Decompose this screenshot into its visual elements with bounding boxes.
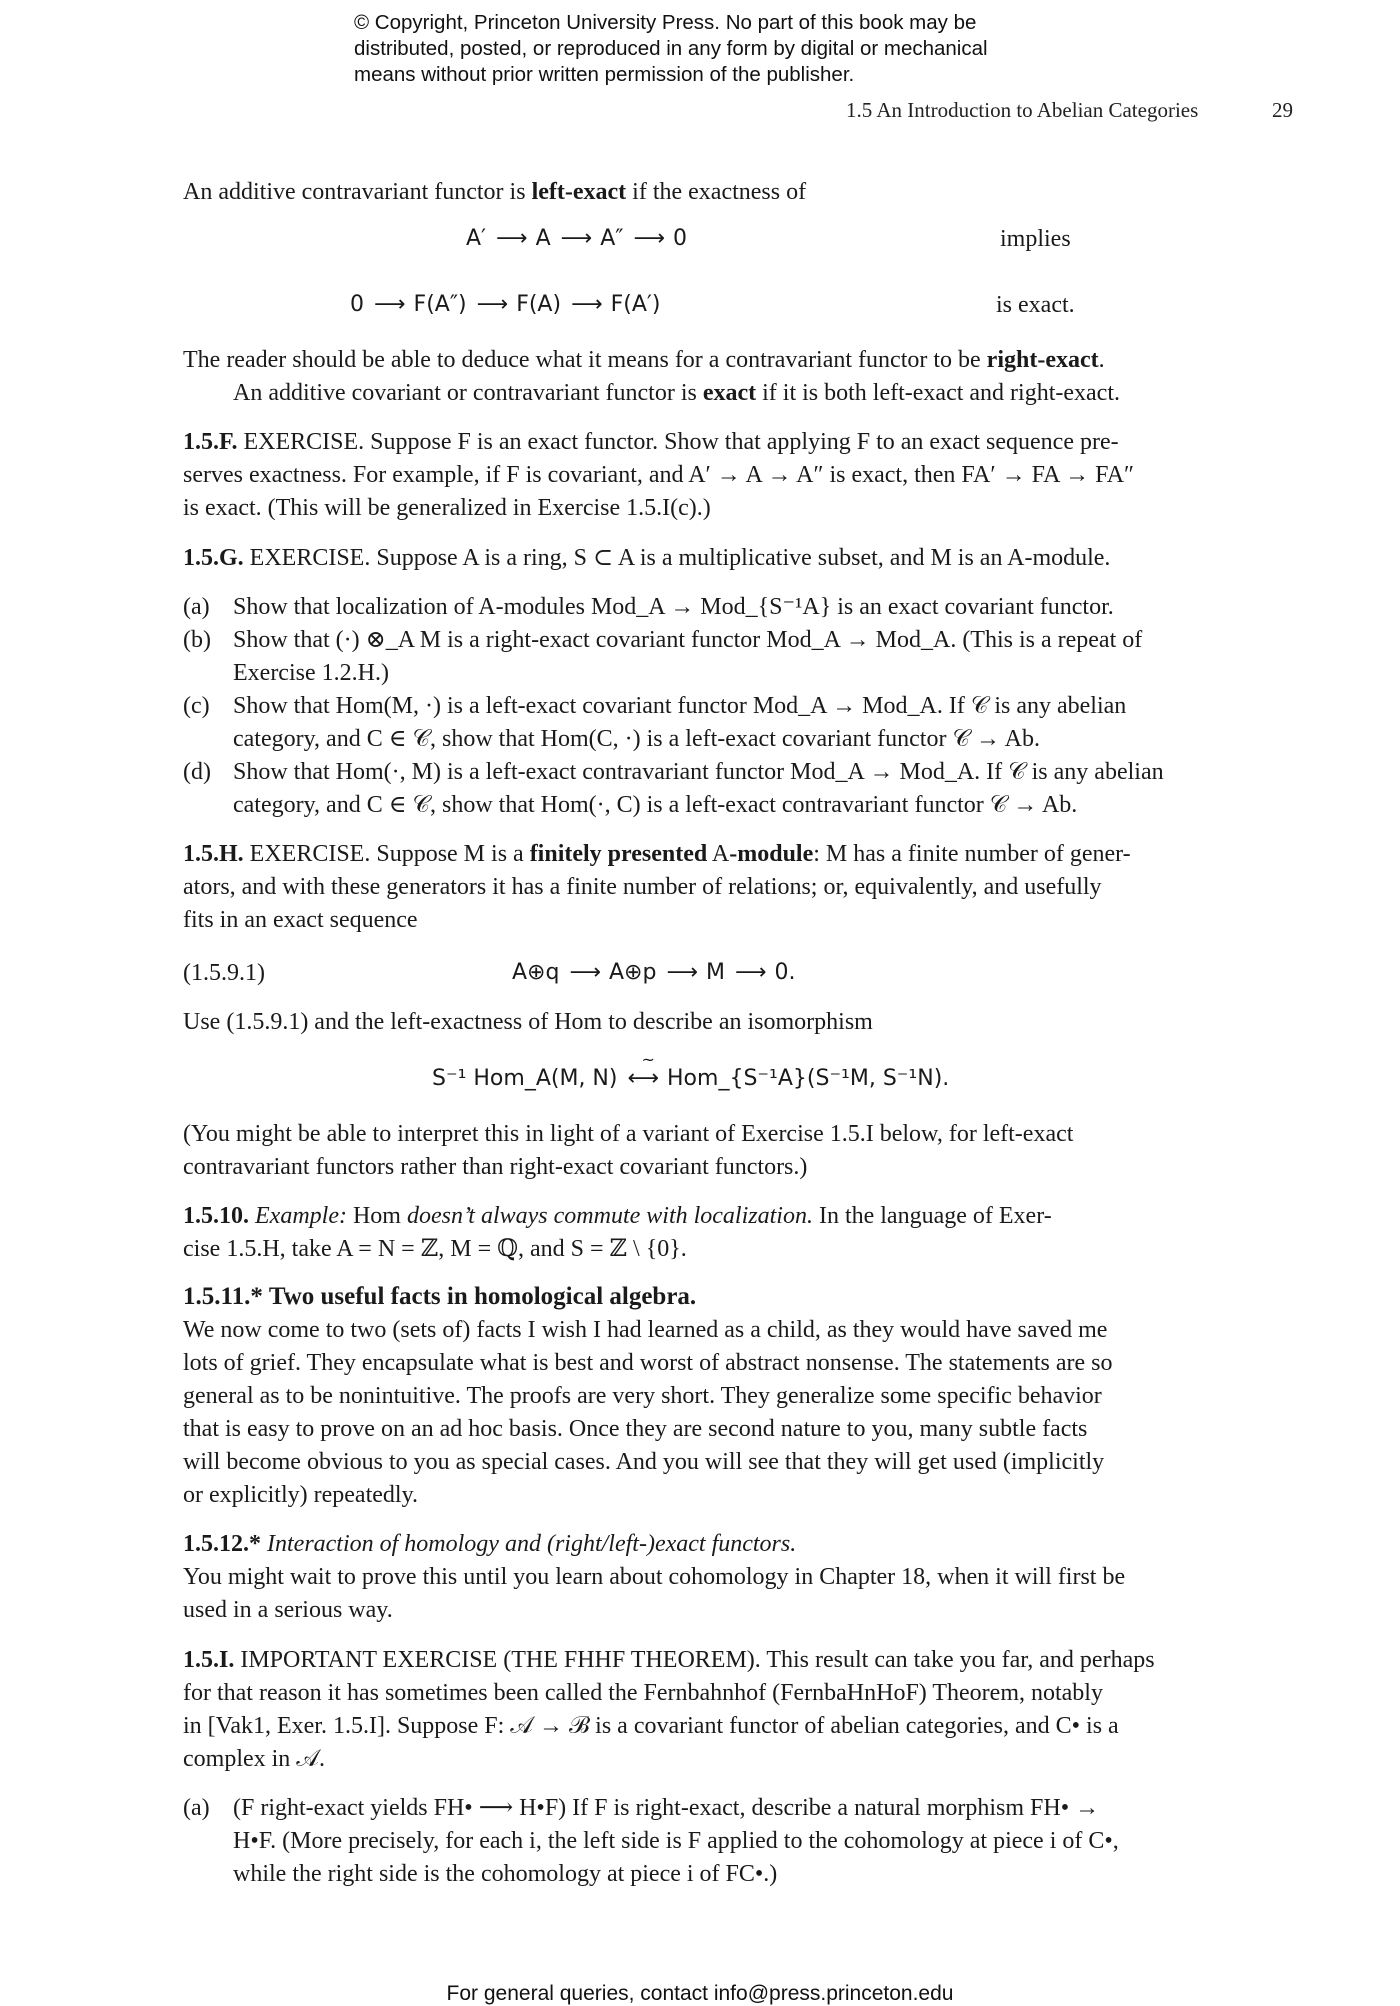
- page-number: 29: [1272, 98, 1293, 122]
- is-exact-label: is exact.: [996, 292, 1075, 318]
- list-item: (d) Show that Hom(·, M) is a left-exact contravariant functor Mod_A → Mod_A. If 𝒞 is any abelian category, and C ∈ 𝒞, show that Hom(·, C) is a left-exact contravariant functor 𝒞 → Ab.: [183, 759, 1164, 818]
- equation-label: (1.5.9.1): [183, 960, 265, 986]
- section-1-5-12: 1.5.12.* Interaction of homology and (right/left-)exact functors. You might wait to prove this until you learn about cohomology in Chapter 18, when it will first be used in a serious way.: [183, 1531, 1126, 1623]
- copyright-line: © Copyright, Princeton University Press. No part of this book may be: [354, 11, 977, 34]
- exercise-1-5-G: 1.5.G. EXERCISE. Suppose A is a ring, S ⊂ A is a multiplicative subset, and M is an A-module.: [183, 545, 1111, 571]
- implies-label: implies: [1000, 226, 1071, 252]
- list-item: (a) (F right-exact yields FH• ⟶ H•F) If F is right-exact, describe a natural morphism FH• → H•F. (More precisely, for each i, the left side is F applied to the cohomology at piece i of C•, while the right side is the cohomology at piece i of FC•.): [183, 1795, 1119, 1887]
- copyright-line: distributed, posted, or reproduced in any form by digital or mechanical: [354, 37, 988, 60]
- footer-contact: For general queries, contact info@press.princeton.edu: [446, 1982, 954, 2005]
- copyright-notice: [354, 10, 1114, 88]
- presentation-sequence: A⊕q ⟶ A⊕p ⟶ M ⟶ 0.: [512, 960, 796, 985]
- list-item: (a) Show that localization of A-modules Mod_A → Mod_{S⁻¹A} is an exact covariant functor.: [183, 594, 1114, 620]
- exact-sequence-1: A′ ⟶ A ⟶ A″ ⟶ 0: [466, 226, 688, 251]
- exercise-1-5-H: 1.5.H. EXERCISE. Suppose M is a finitely presented A-module: M has a finite number of gener- ators, and with these generators it has a finite number of relations; or, equivalently, and usefully fits in an exact sequence: [183, 841, 1131, 933]
- isomorphism-display: S⁻¹ Hom_A(M, N) ⟷ ~ Hom_{S⁻¹A}(S⁻¹M, S⁻¹N).: [432, 1050, 950, 1091]
- list-item: (c) Show that Hom(M, ·) is a left-exact covariant functor Mod_A → Mod_A. If 𝒞 is any abelian category, and C ∈ 𝒞, show that Hom(C, ·) is a left-exact covariant functor 𝒞 → Ab.: [183, 693, 1127, 752]
- exact-sequence-2: 0 ⟶ F(A″) ⟶ F(A) ⟶ F(A′): [350, 292, 661, 317]
- reader-paragraph: The reader should be able to deduce what it means for a contravariant functor to be right-exact. An additive covariant or contravariant functor is exact if it is both left-exact and right-exact.: [183, 347, 1120, 406]
- exercise-1-5-F: 1.5.F. EXERCISE. Suppose F is an exact functor. Show that applying F to an exact sequence pre- serves exactness. For example, if F is covariant, and A′ → A → A″ is exact, then FA′ → FA → FA″ is exact. (This will be generalized in Exercise 1.5.I(c).): [183, 429, 1135, 521]
- copyright-line: means without prior written permission of the publisher.: [354, 63, 855, 86]
- variant-note: (You might be able to interpret this in light of a variant of Exercise 1.5.I below, for left-exact contravariant functors rather than right-exact covariant functors.): [183, 1121, 1074, 1180]
- list-item: (b) Show that (·) ⊗_A M is a right-exact covariant functor Mod_A → Mod_A. (This is a repeat of Exercise 1.2.H.): [183, 627, 1143, 686]
- use-line: Use (1.5.9.1) and the left-exactness of Hom to describe an isomorphism: [183, 1009, 873, 1035]
- exercise-1-5-I: 1.5.I. IMPORTANT EXERCISE (THE FHHF THEOREM). This result can take you far, and perhaps for that reason it has sometimes been called the Fernbahnhof (FernbaHnHoF) Theorem, notably in [Vak1, Exer. 1.5.I]. Suppose F: 𝒜 → ℬ is a covariant functor of abelian categories, and C• is a complex in 𝒜.: [183, 1647, 1155, 1772]
- example-1-5-10: 1.5.10. Example: Hom doesn’t always commute with localization. In the language of Exer- cise 1.5.H, take A = N = ℤ, M = ℚ, and S = ℤ \ {0}.: [183, 1203, 1052, 1262]
- running-head: 1.5 An Introduction to Abelian Categories: [846, 98, 1199, 122]
- intro-paragraph: An additive contravariant functor is left-exact if the exactness of: [183, 179, 807, 205]
- section-1-5-11: 1.5.11.* Two useful facts in homological algebra. We now come to two (sets of) facts I wish I had learned as a child, as they would have saved me lots of grief. They encapsulate what is best and worst of abstract nonsense. The statements are so general as to be nonintuitive. The proofs are very short. They generalize some specific behavior that is easy to prove on an ad hoc basis. Once they are second nature to you, many subtle facts will become obvious to you as special cases. And you will see that they will get used (implicitly or explicitly) repeatedly.: [183, 1283, 1113, 1508]
